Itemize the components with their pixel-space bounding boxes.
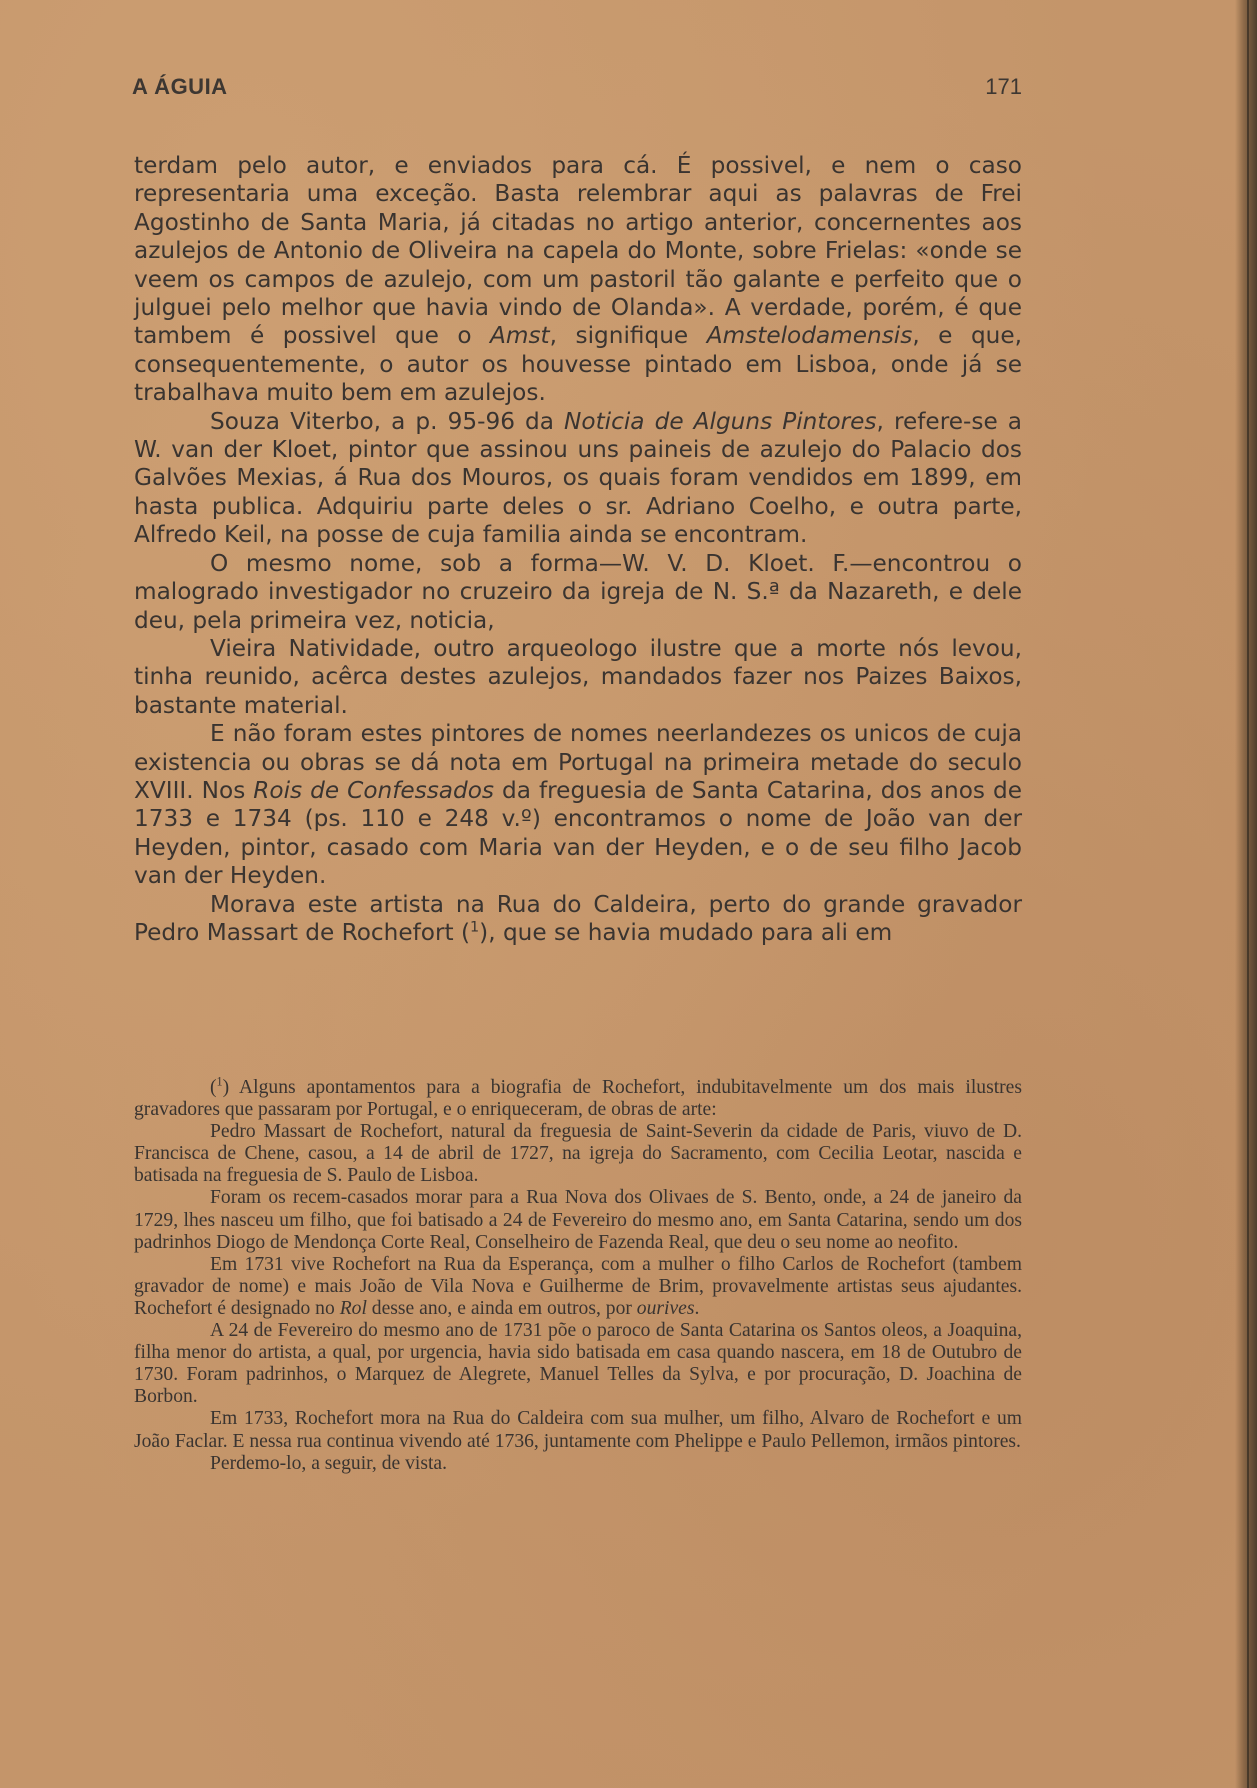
running-header (132, 74, 1022, 108)
footnote-paragraph: Perdemo-lo, a seguir, de vista. (210, 1452, 447, 1474)
footnotes (134, 1074, 1022, 1475)
italic-term: Amstelodamensis (706, 322, 913, 350)
italic-term: Rol (339, 1297, 367, 1319)
paragraph: Morava este artista na Rua do Caldeira, perto do grande gravador Pedro Massart de Rochefort ($^1$), que se havia mudado para ali em (134, 890, 1022, 946)
footnote: ($^1$) Alguns apontamentos para a biografia de Rochefort, indubitavelmente um dos mais ilustres gravadores que passaram por Portugal, e o enriqueceram, de obras de arte: (134, 1074, 1022, 1121)
paragraph: Souza Viterbo, a p. 95-96 da Noticia de Alguns Pintores, refere-se a W. van der Kloet, pintor que assinou uns paineis de azulejo do Palacio dos Galvões Mexias, á Rua dos Mouros, os quais foram vendidos em 1899, em hasta publica. Adquiriu parte deles o sr. Adriano Coelho, e outra parte, Alfredo Keil, na posse de cuja familia ainda se encontram. (134, 407, 1022, 549)
paragraph: Vieira Natividade, outro arqueologo ilustre que a morte nós levou, tinha reunido, acêrca destes azulejos, mandados fazer nos Paizes Baixos, bastante material. (134, 634, 1022, 719)
italic-term: ourives (636, 1297, 695, 1319)
italic-title: Rois de Confessados (253, 776, 495, 804)
footnote-reference[interactable]: 1 (470, 919, 480, 936)
footnote-paragraph: Pedro Massart de Rochefort, natural da freguesia de Saint-Severin da cidade de Paris, viuvo de D. Francisca de Chene, casou, a 14 de abril de 1727, na igreja do Sacramento, com Cecilia Leotar, nascida e batisada na freguesia de S. Paulo de Lisboa. (134, 1121, 1022, 1187)
paragraph: O mesmo nome, sob a forma—W. V. D. Kloet. F.—encontrou o malogrado investigador no cruzeiro da igreja de N. S.ª da Nazareth, e dele deu, pela primeira vez, noticia, (134, 549, 1022, 634)
main-text (134, 152, 1022, 947)
footnote-paragraph: Foram os recem-casados morar para a Rua Nova dos Olivaes de S. Bento, onde, a 24 de janeiro da 1729, lhes nasceu um filho, que foi batisado a 24 de Fevereiro do mesmo ano, em Santa Catarina, sendo um dos padrinhos Diogo de Mendonça Corte Real, Conselheiro de Fazenda Real, que deu o seu nome ao neofito. (134, 1187, 1022, 1253)
italic-term: Amst (490, 322, 550, 350)
journal-title: A ÁGUIA (132, 74, 228, 99)
page-edge-shadow (1235, 0, 1257, 1788)
paragraph: terdam pelo autor, e enviados para cá. É possivel, e nem o caso representaria uma exceção. Basta relembrar aqui as palavras de Frei Agostinho de Santa Maria, já citadas no artigo anterior, concernentes aos azulejos de Antonio de Oliveira na capela do Monte, sobre Frielas: «onde se veem os campos de azulejo, com um pastoril tão galante e perfeito que o julguei pelo melhor que havia vindo de Olanda». A verdade, porém, é que tambem é possivel que o Amst, signifique Amstelodamensis, e que, consequentemente, o autor os houvesse pintado em Lisboa, onde já se trabalhava muito bem em azulejos. (134, 152, 1022, 407)
paragraph: E não foram estes pintores de nomes neerlandezes os unicos de cuja existencia ou obras se dá nota em Portugal na primeira metade do seculo XVIII. Nos Rois de Confessados da freguesia de Santa Catarina, dos anos de 1733 e 1734 (ps. 110 e 248 v.º) encontramos o nome de João van der Heyden, pintor, casado com Maria van der Heyden, e o de seu filho Jacob van der Heyden. (134, 720, 1022, 890)
page-edge-line (1247, 0, 1249, 1788)
italic-title: Noticia de Alguns Pintores (564, 407, 877, 435)
footnote-paragraph: A 24 de Fevereiro do mesmo ano de 1731 põe o paroco de Santa Catarina os Santos oleos, a Joaquina, filha menor do artista, a qual, por urgencia, havia sido batisada em casa quando nascera, em 18 de Outubro de 1730. Foram padrinhos, o Marquez de Alegrete, Manuel Telles da Sylva, e por procuração, D. Joachina de Borbon. (134, 1320, 1022, 1408)
footnote-paragraph: Em 1731 vive Rochefort na Rua da Esperança, com a mulher o filho Carlos de Rochefort (tambem gravador de nome) e mais João de Vila Nova e Guilherme de Brim, provavelmente artistas seus ajudantes. Rochefort é designado no Rol desse ano, e ainda em outros, por ourives. (134, 1253, 1022, 1319)
footnote-paragraph: Em 1733, Rochefort mora na Rua do Caldeira com sua mulher, um filho, Alvaro de Rochefort e um João Faclar. E nessa rua continua vivendo até 1736, juntamente com Phelippe e Paulo Pellemon, irmãos pintores. (134, 1408, 1022, 1452)
page-number: 171 (985, 74, 1022, 99)
footnote-marker: 1 (216, 1074, 223, 1089)
